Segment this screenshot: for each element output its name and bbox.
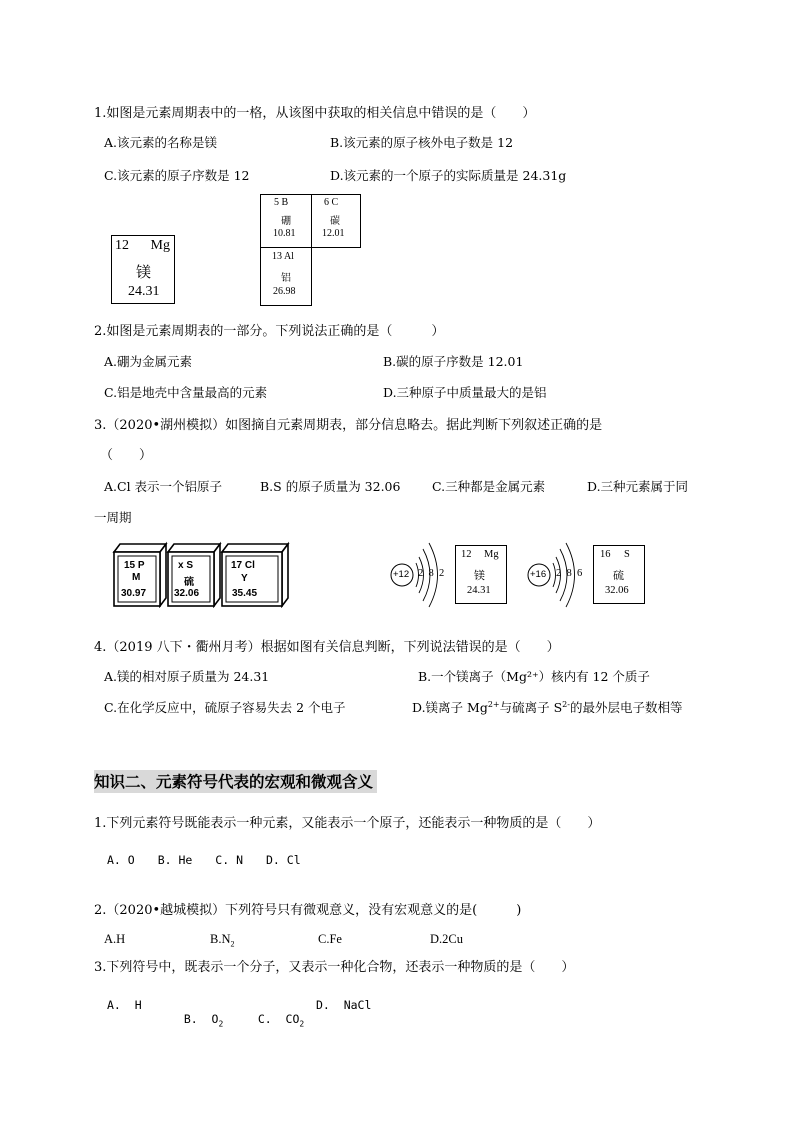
s2q2-stem: 2.（2020•越城模拟）下列符号只有微观意义，没有宏观意义的是( ) <box>94 903 522 918</box>
q4-stem: 4.（2019 八下・衢州月考）根据如图有关信息判断，下列说法错误的是（ ） <box>94 640 560 655</box>
cube-p-top: 15 P <box>124 560 145 571</box>
cube-p-name: M <box>132 572 141 583</box>
q4-s-cell: 16 S 硫 32.06 <box>593 545 645 604</box>
cube-cl-top: 17 Cl <box>231 560 255 571</box>
cube-p-mass: 30.97 <box>121 588 147 599</box>
s2q2-option-a: A.H <box>104 932 126 946</box>
q2-option-b: B.碳的原子序数是 12.01 <box>383 354 524 369</box>
s-shells: 2 8 6 <box>556 568 583 579</box>
aluminum-cell: 13 Al 铝 26.98 <box>260 247 312 306</box>
q3-option-d: D.三种元素属于同 <box>587 479 689 494</box>
q1-option-c: C.该元素的原子序数是 12 <box>104 168 250 183</box>
boron-cell: 5 B 硼 10.81 <box>260 194 312 248</box>
s2q2-option-d: D.2Cu <box>430 932 463 946</box>
q2-option-d: D.三种原子中质量最大的是铝 <box>383 385 547 400</box>
mg-nucleus: +12 <box>393 569 410 580</box>
q1-option-d: D.该元素的一个原子的实际质量是 24.31g <box>330 168 567 183</box>
mg-mass: 24.31 <box>128 284 160 299</box>
s2q3-option-c: C. $CO_2$ <box>257 1012 305 1029</box>
section-title: 知识二、元素符号代表的宏观和微观含义 <box>94 770 377 793</box>
q4-option-a: A.镁的相对原子质量为 24.31 <box>104 669 270 684</box>
mg-symbol: Mg <box>150 238 170 253</box>
carbon-cell: 6 C 碳 12.01 <box>311 194 361 248</box>
q4-option-d: D.镁离子 $Mg^{2+}$与硫离子 $S^{2-}$的最外层电子数相等 <box>412 699 683 715</box>
s2q2-option-c: C.Fe <box>318 932 342 946</box>
mg-shells: 2 8 2 <box>418 568 445 579</box>
cube-s-top: x S <box>178 560 194 571</box>
q3-paren: （ ） <box>100 448 153 463</box>
s2q3-option-a: A. H <box>107 998 142 1012</box>
q3-option-c: C.三种都是金属元素 <box>432 479 546 494</box>
q3-option-d-cont: 一周期 <box>94 510 132 525</box>
mg-name: 镁 <box>136 263 152 281</box>
s2q3-option-b: B. $O_2$ <box>183 1012 224 1029</box>
q2-stem: 2.如图是元素周期表的一部分。下列说法正确的是（ ） <box>94 324 445 339</box>
q4-mg-cell: 12 Mg 镁 24.31 <box>455 545 507 604</box>
q4-option-c: C.在化学反应中，硫原子容易失去 2 个电子 <box>104 700 346 715</box>
q4-option-b: B.一个镁离子（Mg²⁺）核内有 12 个质子 <box>418 669 650 684</box>
mg-element-cell <box>111 235 175 304</box>
q1-option-a: A.该元素的名称是镁 <box>104 135 218 150</box>
mg-number: 12 <box>115 238 129 253</box>
s2q1-stem: 1.下列元素符号既能表示一种元素，又能表示一个原子，还能表示一种物质的是（ ） <box>94 816 601 831</box>
q3-stem: 3.（2020•湖州模拟）如图摘自元素周期表，部分信息略去。据此判断下列叙述正确的是 <box>94 418 603 433</box>
q1-option-b: B.该元素的原子核外电子数是 12 <box>330 135 514 150</box>
cube-cl-name: Y <box>241 573 248 584</box>
cube-cl-mass: 35.45 <box>232 588 258 599</box>
s2q1-options: A. O B. He C. N D. Cl <box>107 853 301 867</box>
s-nucleus: +16 <box>530 569 547 580</box>
q3-option-b: B.S 的原子质量为 32.06 <box>260 479 401 494</box>
s2q3-stem: 3.下列符号中，既表示一个分子，又表示一种化合物，还表示一种物质的是（ ） <box>94 960 575 975</box>
cube-s-mass: 32.06 <box>174 588 200 599</box>
s2q3-option-d: D. NaCl <box>316 998 372 1012</box>
q2-option-a: A.硼为金属元素 <box>104 354 193 369</box>
q1-stem: 1.如图是元素周期表中的一格，从该图中获取的相关信息中错误的是（ ） <box>94 106 536 121</box>
s2q2-option-b: $B.N_2$ <box>210 932 235 949</box>
q2-option-c: C.铝是地壳中含量最高的元素 <box>104 385 268 400</box>
q3-option-a: A.Cl 表示一个铝原子 <box>104 479 223 494</box>
cube-s-name: 硫 <box>184 577 194 588</box>
